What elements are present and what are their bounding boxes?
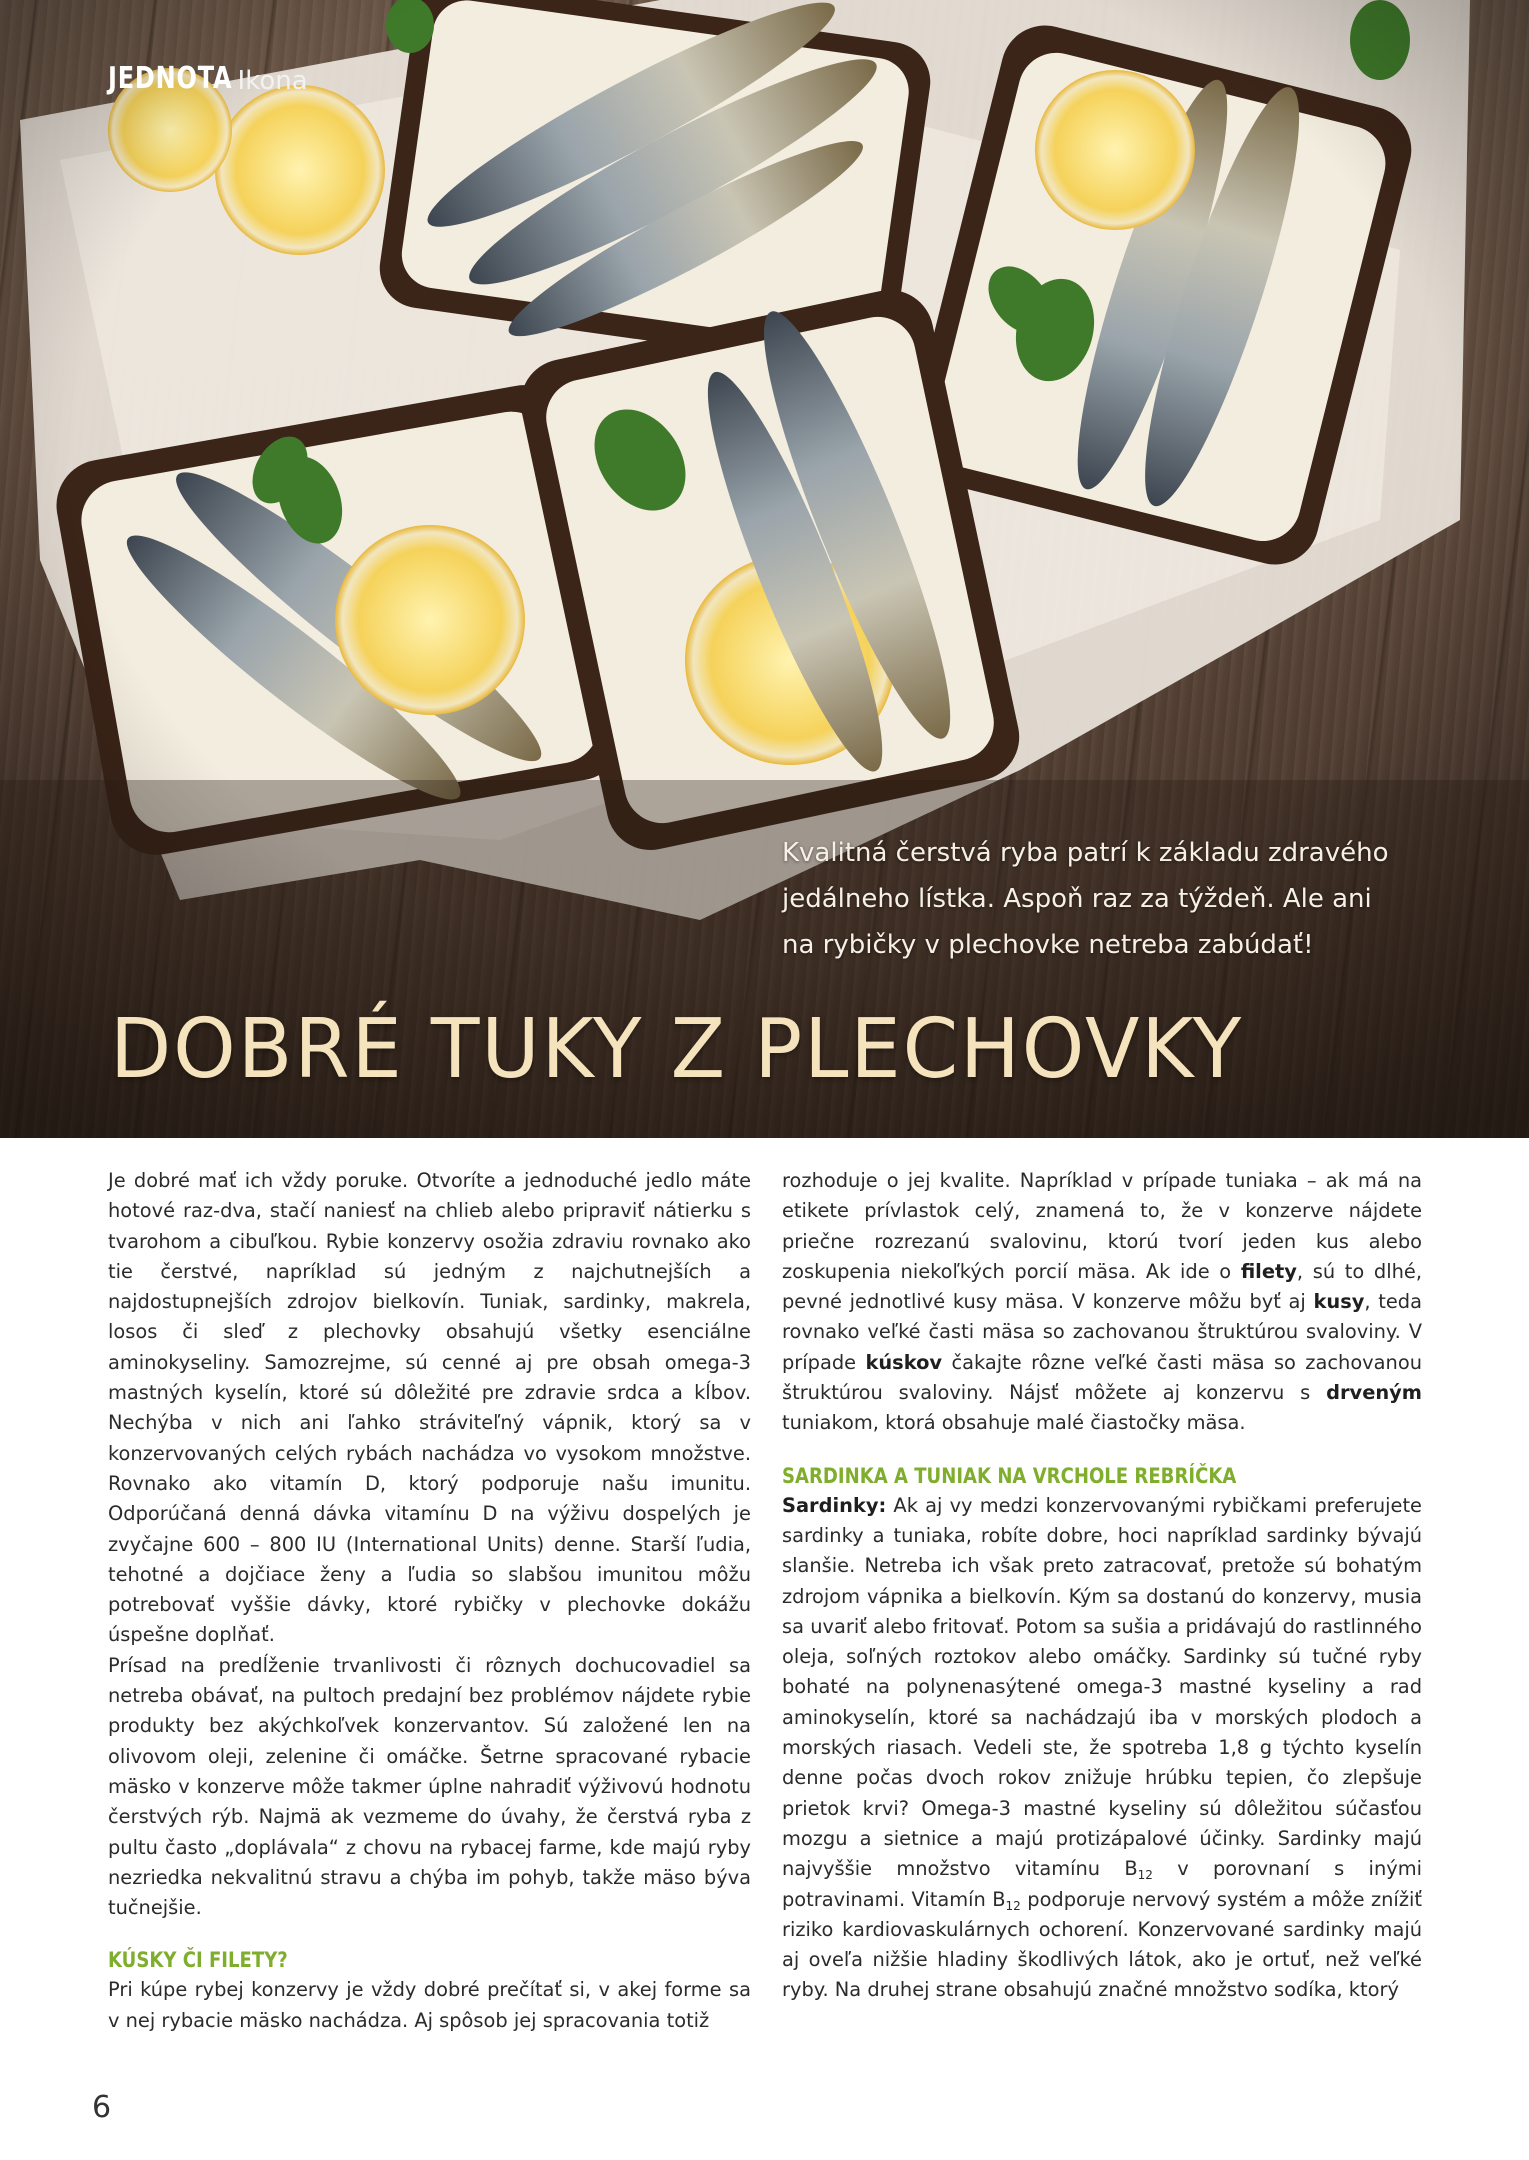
bold-term: kusy	[1313, 1290, 1365, 1314]
article-column-left	[108, 1166, 751, 2036]
logo-sub-text: Ikona	[237, 66, 308, 96]
article-paragraph: Pri kúpe rybej konzervy je vždy dobré prečítať si, v akej forme sa v nej rybacie mäsko nachádza. Aj spôsob jej spracovania totiž	[108, 1978, 751, 2032]
text-run: tuniakom, ktorá obsahuje malé čiastočky mäsa.	[782, 1411, 1246, 1435]
text-run: Ak aj vy medzi konzervovanými rybičkami preferujete sardinky a tuniaka, robíte dobre, hoci napríklad sardinky bývajú slanšie. Netreba ich však preto zatracovať, pretože sú bohatým zdrojom vápnika a bielkovín. Kým sa dostanú do konzervy, musia sa uvariť alebo fritovať. Potom sa sušia a pridávajú do rastlinného oleja, soľných roztokov alebo omáčky. Sardinky sú tučné ryby bohaté na polynenasýtené omega-3 mastné kyseliny a rad aminokyselín, ktoré sa nachádzajú iba v morských plodoch a morských riasach. Vedeli ste, že spotreba 1,8 g týchto kyselín denne počas dvoch rokov znižuje hrúbku tepien, čo zlepšuje prietok krvi? Omega-3 mastné kyseliny sú dôležitou súčasťou mozgu a sietnice a majú protizápalové účinky. Sardinky majú najvyššie množstvo vitamínu B	[782, 1493, 1422, 1881]
brand-logo	[108, 56, 308, 96]
section-heading: SARDINKA A TUNIAK NA VRCHOLE REBRÍČKA	[782, 1463, 1237, 1488]
bold-term: kúskov	[865, 1350, 943, 1374]
page-number: 6	[92, 2090, 112, 2125]
article-paragraph	[782, 1166, 1422, 1439]
bold-term: filety	[1240, 1259, 1297, 1283]
bold-term: Sardinky:	[782, 1493, 887, 1517]
section-heading: KÚSKY ČI FILETY?	[108, 1948, 288, 1973]
article-paragraph	[782, 1491, 1422, 2006]
hero-caption-line: jedálneho lístka. Aspoň raz za týždeň. Ale ani	[782, 884, 1372, 914]
logo-brand-text: JEDNOTA	[108, 61, 233, 96]
text-run: , sú to dlhé, pevné jednotlivé kusy mäsa. V konzerve môžu byť aj	[782, 1259, 1422, 1314]
subscript: 12	[1005, 1898, 1021, 1913]
text-run: rozhoduje o jej kvalite. Napríklad v prípade tuniaka – ak má na etikete prívlastok celý, znamená to, že v konzerve nájdete priečne rozrezanú svalovinu, ktorú tvorí jeden kus alebo zoskupenia niekoľkých porcií mäsa. Ak ide o	[782, 1169, 1422, 1283]
article-title: DOBRÉ TUKY Z PLECHOVKY	[110, 1002, 1244, 1097]
text-run: čakajte rôzne veľké časti mäsa so zachovanou štruktúrou svaloviny. Nájsť môžete aj konzervu s	[782, 1350, 1422, 1405]
subscript: 12	[1137, 1868, 1153, 1883]
bold-term: drveným	[1326, 1381, 1422, 1405]
article-paragraph: Prísad na predĺženie trvanlivosti či rôznych dochucovadiel sa netreba obávať, na pultoch predajní bez problémov nájdete rybie produkty bez akýchkoľvek konzervantov. Sú založené len na olivovom oleji, zelenine či omáčke. Šetrne spracované rybacie mäsko v konzerve môže takmer úplne nahradiť výživovú hodnotu čerstvých rýb. Najmä ak vezmeme do úvahy, že čerstvá ryba z pultu často „doplávala“ z chovu na rybacej farme, kde majú ryby nezriedka nekvalitnú stravu a chýba im pohyb, takže mäso býva tučnejšie.	[108, 1653, 751, 1920]
hero-caption-line: na rybičky v plechovke netreba zabúdať!	[782, 930, 1314, 960]
text-run: v porovnaní s inými potravinami. Vitamín B	[782, 1857, 1422, 1911]
hero-caption	[782, 830, 1482, 968]
hero-caption-line: Kvalitná čerstvá ryba patrí k základu zdravého	[782, 838, 1389, 868]
text-run: , teda rovnako veľké časti mäsa so zachovanou štruktúrou svaloviny. V prípade	[782, 1290, 1422, 1374]
article-paragraph: Je dobré mať ich vždy poruke. Otvoríte a jednoduché jedlo máte hotové raz-dva, stačí naniesť na chlieb alebo pripraviť nátierku s tvarohom a cibuľkou. Rybie konzervy osožia zdraviu rovnako ako tie čerstvé, napríklad sú jedným z najchutnejších a najdostupnejších zdrojov bielkovín. Tuniak, sardinky, makrela, losos či sleď z plechovky obsahujú všetky esenciálne aminokyseliny. Samozrejme, sú cenné aj pre obsah omega-3 mastných kyselín, ktoré sú dôležité pre zdravie srdca a kĺbov. Nechýba v nich ani ľahko stráviteľný vápnik, ktorý sa v konzervovaných celých rybách nachádza vo vysokom množstve. Rovnako ako vitamín D, ktorý podporuje našu imunitu. Odporúčaná denná dávka vitamínu D na výživu dospelých je zvyčajne 600 – 800 IU (International Units) denne. Starší ľudia, tehotné a dojčiace ženy a ľudia so slabšou imunitou môžu potrebovať vyššie dávky, ktoré rybičky v plechovke dokážu úspešne doplňať.	[108, 1169, 751, 1647]
article-column-right	[782, 1166, 1422, 2006]
text-run: podporuje nervový systém a môže znížiť riziko kardiovaskulárnych ochorení. Konzervované sardinky majú aj oveľa nižšie hladiny škodlivých látok, ako je ortuť, než veľké ryby. Na druhej strane obsahujú značné množstvo sodíka, ktorý	[782, 1887, 1422, 2002]
